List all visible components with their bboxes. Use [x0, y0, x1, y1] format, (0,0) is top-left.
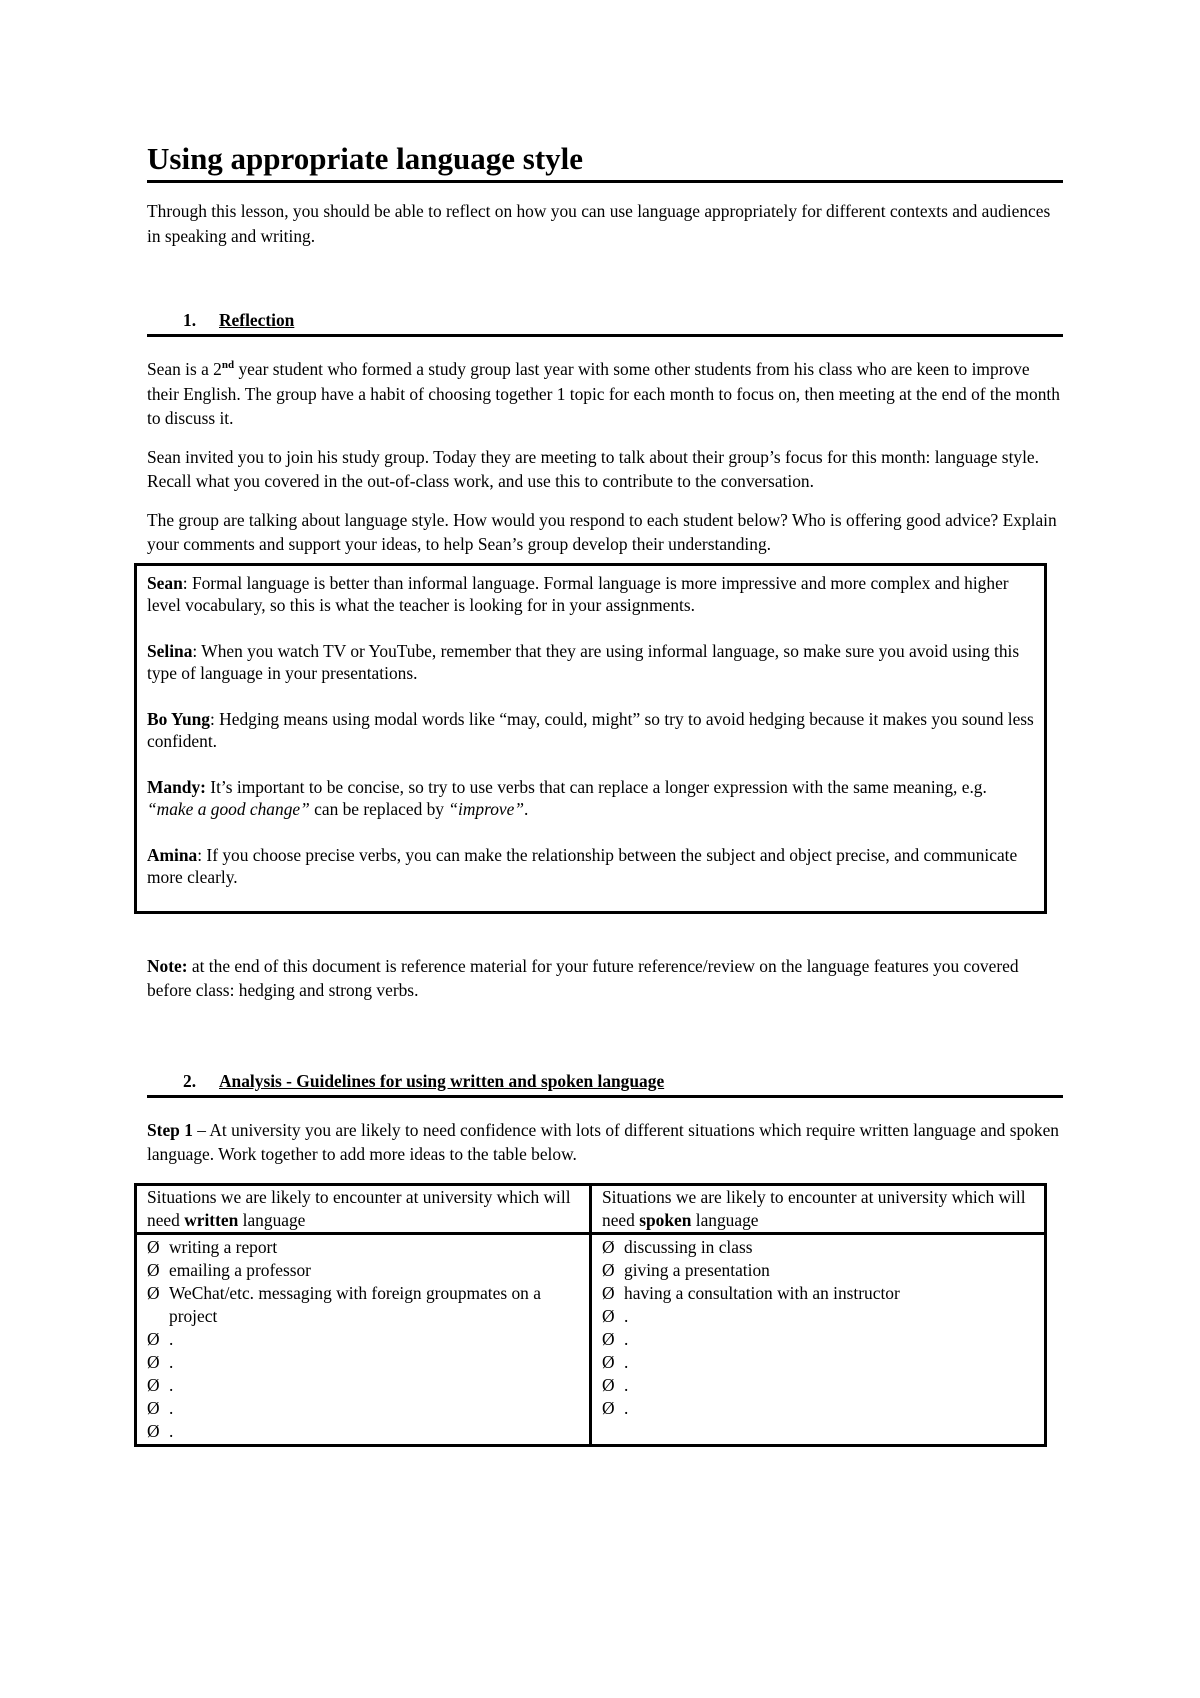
spoken-list-item	[602, 1351, 1034, 1374]
written-list-item	[147, 1328, 579, 1351]
written-list-item	[147, 1282, 579, 1328]
reflection-paragraph-1	[147, 357, 1063, 431]
speaker-name: Selina	[147, 640, 193, 661]
written-item-text: .	[169, 1374, 174, 1395]
bullet-icon: Ø	[147, 1236, 160, 1257]
section-2-label: Analysis - Guidelines for using written and spoken language	[219, 1070, 665, 1091]
spoken-item-text: discussing in class	[624, 1236, 753, 1257]
quote-text: It’s important to be concise, so try to use verbs that can replace a longer expression with the same meaning, e.g.	[205, 776, 987, 797]
written-situations-cell[interactable]	[136, 1233, 591, 1445]
spoken-situations-cell[interactable]	[591, 1233, 1046, 1445]
quote-text: : Hedging means using modal words like “may, could, might” so try to avoid hedging because it makes you sound less confident.	[147, 708, 1034, 751]
quote-amina	[147, 844, 1034, 889]
section-1-heading	[147, 308, 1063, 337]
written-item-text: .	[169, 1328, 174, 1349]
bullet-icon: Ø	[602, 1259, 615, 1280]
speaker-name: Mandy:	[147, 776, 206, 797]
quote-selina	[147, 640, 1034, 685]
section-1-number: 1.	[183, 310, 197, 330]
written-item-text: .	[169, 1351, 174, 1372]
bullet-icon: Ø	[147, 1259, 160, 1280]
speaker-name: Sean	[147, 572, 183, 593]
quote-text: : If you choose precise verbs, you can make the relationship between the subject and object precise, and communicate more clearly.	[147, 844, 1018, 887]
written-list-item	[147, 1397, 579, 1420]
bullet-icon: Ø	[147, 1351, 160, 1372]
section-2-heading	[147, 1069, 1063, 1098]
written-list-item	[147, 1420, 579, 1443]
document-page	[147, 140, 1063, 1447]
speaker-name: Amina	[147, 844, 198, 865]
situations-table	[134, 1183, 1047, 1447]
bullet-icon: Ø	[602, 1397, 615, 1418]
reflection-paragraph-2: Sean invited you to join his study group. Today they are meeting to talk about their group’s focus for this month: language style. Recall what you covered in the out-of-class work, and use this to contribute to the conversation.	[147, 446, 1039, 491]
written-item-text: WeChat/etc. messaging with foreign groupmates on a project	[169, 1282, 541, 1326]
note-text: at the end of this document is reference material for your future reference/review on the language features you covered before class: hedging and strong verbs.	[147, 955, 1019, 1000]
written-item-text: writing a report	[169, 1236, 278, 1257]
quote-text: can be replaced by	[309, 799, 449, 819]
spoken-item-text: having a consultation with an instructor	[624, 1282, 900, 1303]
header-text: Situations we are likely to encounter at university which will need	[602, 1186, 1026, 1230]
bullet-icon: Ø	[602, 1351, 615, 1372]
header-text: language	[691, 1209, 759, 1230]
spoken-item-text: .	[624, 1305, 629, 1326]
quote-bo-yung	[147, 708, 1034, 753]
p1-superscript: nd	[221, 359, 235, 372]
spoken-list-item	[602, 1236, 1034, 1259]
step-1-paragraph	[147, 1118, 1063, 1167]
quote-sean	[147, 572, 1034, 617]
bullet-icon: Ø	[602, 1305, 615, 1326]
bullet-icon: Ø	[147, 1374, 160, 1395]
reflection-paragraph-3: The group are talking about language style. How would you respond to each student below? Who is offering good advice? Explain your comments and support your ideas, to help Sean’s group develop their understanding.	[147, 509, 1057, 554]
written-list-item	[147, 1374, 579, 1397]
spoken-list-item	[602, 1282, 1034, 1305]
quote-example: “make a good change”	[147, 799, 310, 819]
step-label: Step 1	[147, 1119, 193, 1140]
header-bold: written	[184, 1209, 239, 1230]
section-2-number: 2.	[183, 1070, 197, 1091]
intro-paragraph: Through this lesson, you should be able to reflect on how you can use language appropriately for different contexts and audiences in speaking and writing.	[147, 201, 1051, 246]
spoken-list-item	[602, 1374, 1034, 1397]
written-list-item	[147, 1236, 579, 1259]
bullet-icon: Ø	[602, 1328, 615, 1349]
quote-example: “improve”	[448, 799, 525, 819]
spoken-list-item	[602, 1328, 1034, 1351]
table-body-row	[136, 1233, 1046, 1445]
note-paragraph	[147, 954, 1063, 1003]
bullet-icon: Ø	[147, 1420, 160, 1441]
bullet-icon: Ø	[602, 1374, 615, 1395]
section-1-label: Reflection	[219, 310, 295, 330]
bullet-icon: Ø	[147, 1328, 160, 1349]
written-item-text: emailing a professor	[169, 1259, 311, 1280]
header-text: Situations we are likely to encounter at university which will need	[147, 1186, 571, 1230]
header-text: language	[238, 1209, 306, 1230]
spoken-list-item	[602, 1259, 1034, 1282]
spoken-list-item	[602, 1397, 1034, 1420]
written-item-text: .	[169, 1397, 174, 1418]
spoken-item-text: .	[624, 1351, 629, 1372]
header-bold: spoken	[639, 1209, 692, 1230]
spoken-item-text: .	[624, 1397, 629, 1418]
quote-text: : Formal language is better than informal language. Formal language is more impressive and more complex and higher level vocabulary, so this is what the teacher is looking for in your assignments.	[147, 572, 1009, 615]
student-quotes-box	[134, 563, 1047, 914]
spoken-list-item	[602, 1305, 1034, 1328]
bullet-icon: Ø	[147, 1397, 160, 1418]
note-label: Note:	[147, 955, 188, 976]
speaker-name: Bo Yung	[147, 708, 210, 729]
table-header-row	[136, 1184, 1046, 1233]
spoken-item-text: giving a presentation	[624, 1259, 770, 1280]
p1-end: year student who formed a study group last year with some other students from his class who are keen to improve their English. The group have a habit of choosing together 1 topic for each month to focus on, then meeting at the end of the month to discuss it.	[147, 359, 1060, 428]
written-list-item	[147, 1259, 579, 1282]
bullet-icon: Ø	[602, 1236, 615, 1257]
written-item-text: .	[169, 1420, 174, 1441]
bullet-icon: Ø	[602, 1282, 615, 1303]
spoken-item-text: .	[624, 1328, 629, 1349]
page-title: Using appropriate language style	[147, 140, 1063, 183]
spoken-header-cell	[591, 1184, 1046, 1233]
quote-text: .	[524, 799, 529, 819]
step-text: – At university you are likely to need confidence with lots of different situations which require written language and spoken language. Work together to add more ideas to the table below.	[147, 1119, 1059, 1164]
p1-start: Sean is a 2	[147, 359, 222, 379]
bullet-icon: Ø	[147, 1282, 160, 1303]
written-list-item	[147, 1351, 579, 1374]
quote-text: : When you watch TV or YouTube, remember that they are using informal language, so make sure you avoid using this type of language in your presentations.	[147, 640, 1020, 683]
written-header-cell	[136, 1184, 591, 1233]
spoken-item-text: .	[624, 1374, 629, 1395]
quote-mandy	[147, 776, 1034, 821]
